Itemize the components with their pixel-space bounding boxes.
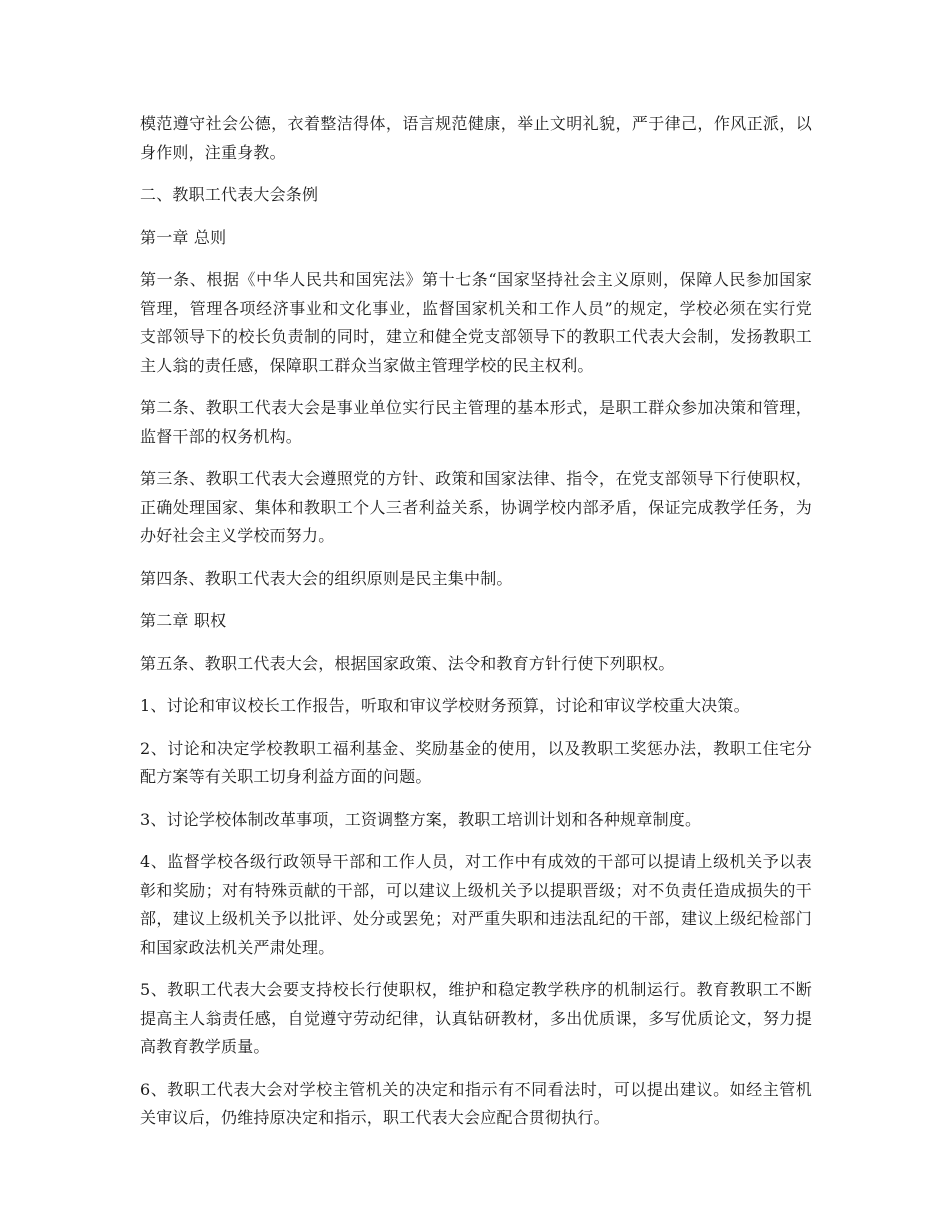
article-2: 第二条、教职工代表大会是事业单位实行民主管理的基本形式，是职工群众参加决策和管理，监督干部的权务机构。 [140, 398, 812, 446]
article-5: 第五条、教职工代表大会，根据国家政策、法令和教育方针行使下列职权。 [140, 653, 675, 673]
article-4: 第四条、教职工代表大会的组织原则是民主集中制。 [140, 568, 513, 588]
document-page [140, 110, 812, 1147]
article-1: 第一条、根据《中华人民共和国宪法》第十七条“国家坚持社会主义原则，保障人民参加国家管理，管理各项经济事业和文化事业，监督国家机关和工作人员”的规定，学校必须在实行党支部领导下的校长负责制的同时，建立和健全党支部领导下的教职工代表大会制，发扬教职工主人翁的责任感，保障职工群众当家做主管理学校的民主权利。 [140, 270, 812, 375]
list-item-4: 4、监督学校各级行政领导干部和工作人员，对工作中有成效的干部可以提请上级机关予以表彰和奖励；对有特殊贡献的干部，可以建议上级机关予以提职晋级；对不负责任造成损失的干部，建议上级机关予以批评、处分或罢免；对严重失职和违法乱纪的干部，建议上级纪检部门和国家政法机关严肃处理。 [140, 852, 812, 957]
paragraph-continuation: 模范遵守社会公德，衣着整洁得体，语言规范健康，举止文明礼貌，严于律己，作风正派，以身作则，注重身教。 [140, 114, 812, 162]
article-3: 第三条、教职工代表大会遵照党的方针、政策和国家法律、指令，在党支部领导下行使职权，正确处理国家、集体和教职工个人三者利益关系，协调学校内部矛盾，保证完成教学任务，为办好社会主义学校而努力。 [140, 469, 812, 545]
list-item-3: 3、讨论学校体制改革事项，工资调整方案，教职工培训计划和各种规章制度。 [140, 809, 702, 829]
list-item-2: 2、讨论和决定学校教职工福利基金、奖励基金的使用，以及教职工奖惩办法，教职工住宅分配方案等有关职工切身利益方面的问题。 [140, 738, 812, 786]
list-item-5: 5、教职工代表大会要支持校长行使职权，维护和稳定教学秩序的机制运行。教育教职工不断提高主人翁责任感，自觉遵守劳动纪律，认真钻研教材，多出优质课，多写优质论文，努力提高教育教学质量。 [140, 980, 812, 1056]
list-item-1: 1、讨论和审议校长工作报告，听取和审议学校财务预算，讨论和审议学校重大决策。 [140, 696, 750, 715]
chapter-heading-1: 第一章 总则 [140, 227, 227, 247]
chapter-heading-2: 第二章 职权 [140, 611, 227, 630]
list-item-6: 6、教职工代表大会对学校主管机关的决定和指示有不同看法时，可以提出建议。如经主管机关审议后，仍维持原决定和指示，职工代表大会应配合贯彻执行。 [140, 1079, 812, 1127]
section-heading: 二、教职工代表大会条例 [140, 185, 319, 204]
